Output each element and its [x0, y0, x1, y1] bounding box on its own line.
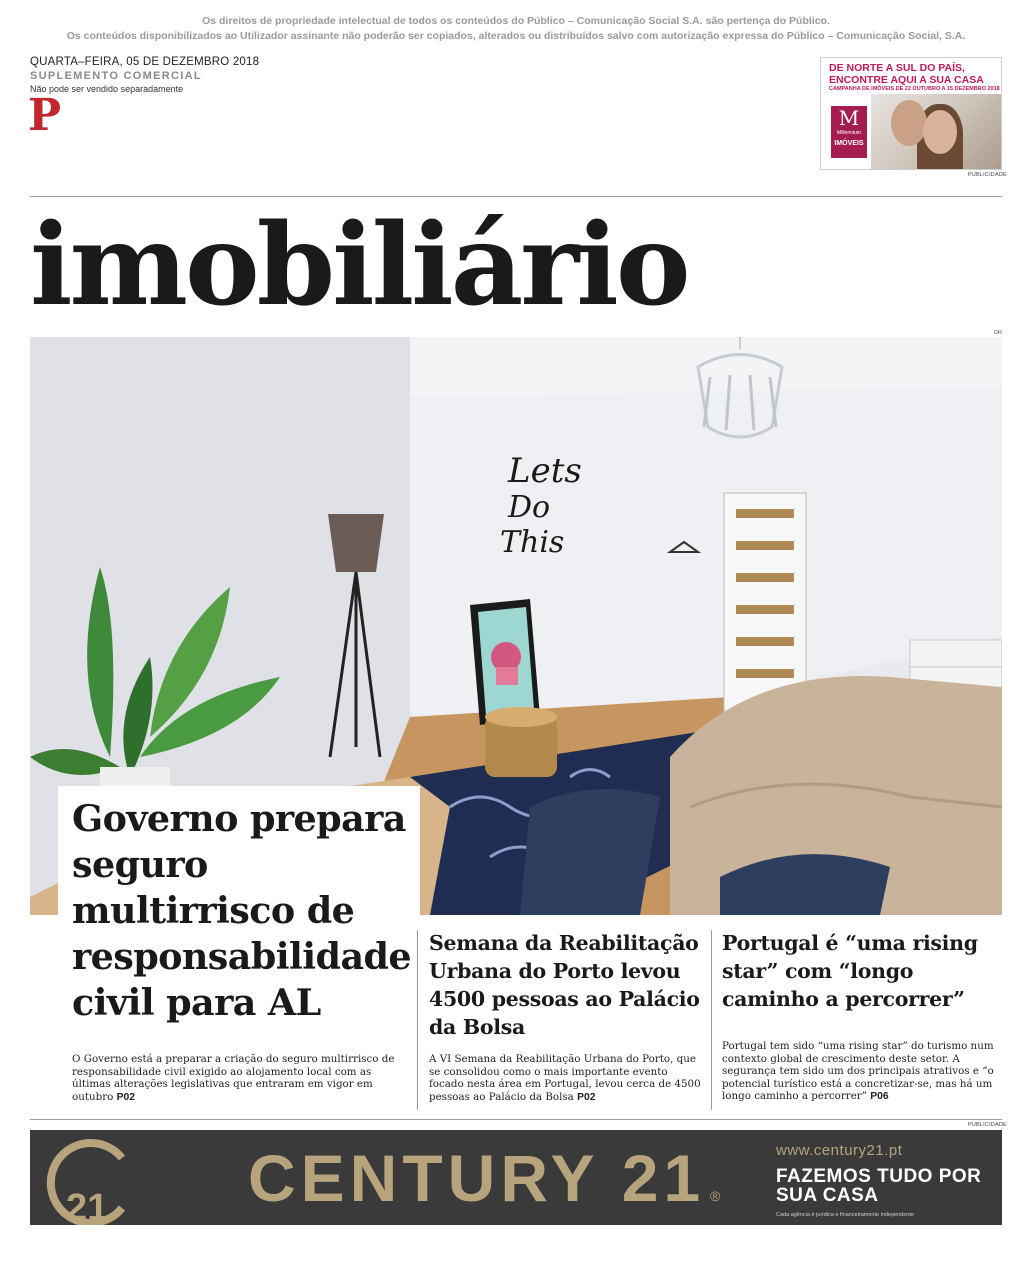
article-reabilitacao-summary	[429, 1053, 705, 1104]
wall-text-3: This	[500, 525, 565, 560]
ad-headline-line-2: ENCONTRE AQUI A SUA CASA	[829, 74, 984, 86]
article-reabilitacao-title[interactable]: Semana da Reabilitação Urbana do Porto levou 4500 pessoas ao Palácio da Bolsa	[429, 931, 700, 1039]
lead-article-title[interactable]: Governo prepara seguro multirrisco de responsabilidade civil para AL	[72, 797, 412, 1024]
century21-disclaimer: Cada agência é jurídica e financeiramente independente	[776, 1212, 914, 1218]
article-rising-star-title[interactable]: Portugal é “uma rising star” com “longo caminho a percorrer”	[722, 931, 978, 1011]
ad-photo-woman	[923, 110, 957, 154]
ad-photo-man	[891, 100, 927, 146]
century21-url[interactable]: www.century21.pt	[776, 1142, 903, 1159]
lead-article-body: O Governo está a preparar a criação do seguro multirrisco de responsabilidade civil exigido ao alojamento local com as últimas alterações legislativas que entraram em vigor em outubro	[72, 1053, 395, 1103]
copyright-line-2: Os conteúdos disponibilizados ao Utilizador assinante não poderão ser copiados, alterados ou distribuídos salvo com autorização expressa do Público – Comunicação Social, S.A.	[66, 30, 966, 42]
advertising-label-bottom: PUBLICIDADE	[968, 1122, 1007, 1128]
lead-article-page-ref[interactable]: P02	[116, 1091, 135, 1103]
article-reabilitacao-body: A VI Semana da Reabilitação Urbana do Porto, que se consolidou como o mais importante evento focado nesta área em Portugal, levou cerca de 4500 pessoas ao Palácio da Bolsa	[429, 1053, 701, 1103]
article-rising-star-summary	[722, 1040, 1002, 1104]
millennium-logo-sub: IMÓVEIS	[834, 140, 864, 147]
century21-slogan: FAZEMOS TUDO POR SUA CASA	[776, 1166, 982, 1206]
not-sold-notice: Não pode ser vendido separadamente	[30, 84, 184, 94]
article-rising-star-page-ref[interactable]: P06	[870, 1091, 889, 1102]
century21-logo-number: 21	[66, 1187, 109, 1228]
ad-campaign-dates: CAMPANHA DE IMÓVEIS DE 22 OUTUBRO A 15 DEZEMBRO 2018	[829, 86, 1000, 92]
top-divider	[30, 196, 1002, 197]
publico-logo: P	[28, 90, 62, 141]
copyright-notice	[0, 14, 1032, 44]
article-rising-star-body: Portugal tem sido “uma rising star” do turismo num contexto global de crescimento deste setor. A segurança tem sido um dos principais atrativos e “o potencial turístico está a concretizar-se, mas há um longo caminho a percorrer”	[722, 1040, 994, 1102]
photo-credit: DR	[994, 330, 1002, 336]
century21-wordmark: CENTURY 21	[248, 1141, 706, 1215]
article-reabilitacao-page-ref[interactable]: P02	[577, 1091, 596, 1103]
millennium-logo-letter: M	[838, 106, 860, 130]
millennium-logo-name: Millennium	[837, 130, 861, 136]
millennium-logo	[831, 106, 867, 158]
copyright-line-1: Os direitos de propriedade intelectual de todos os conteúdos do Público – Comunicação Social S.A. são pertença do Público.	[202, 15, 830, 27]
ad-headline-line-1: DE NORTE A SUL DO PAÍS,	[829, 62, 965, 74]
millennium-ad[interactable]	[820, 57, 1002, 170]
supplement-label: SUPLEMENTO COMERCIAL	[30, 70, 202, 82]
century21-logo-icon	[44, 1138, 134, 1228]
issue-date: QUARTA–FEIRA, 05 DE DEZEMBRO 2018	[30, 56, 260, 68]
wall-text-1: Lets	[508, 451, 582, 491]
wall-text-2: Do	[508, 490, 551, 525]
bottom-divider	[30, 1119, 1002, 1120]
ad-headline	[829, 62, 984, 86]
advertising-label-top: PUBLICIDADE	[968, 172, 1007, 178]
lead-article-summary	[72, 1053, 412, 1104]
section-masthead: imobiliário	[30, 200, 688, 331]
century21-ad[interactable]	[30, 1130, 1002, 1228]
registered-mark: ®	[710, 1188, 721, 1204]
column-divider-1	[417, 930, 418, 1110]
column-divider-2	[711, 930, 712, 1110]
